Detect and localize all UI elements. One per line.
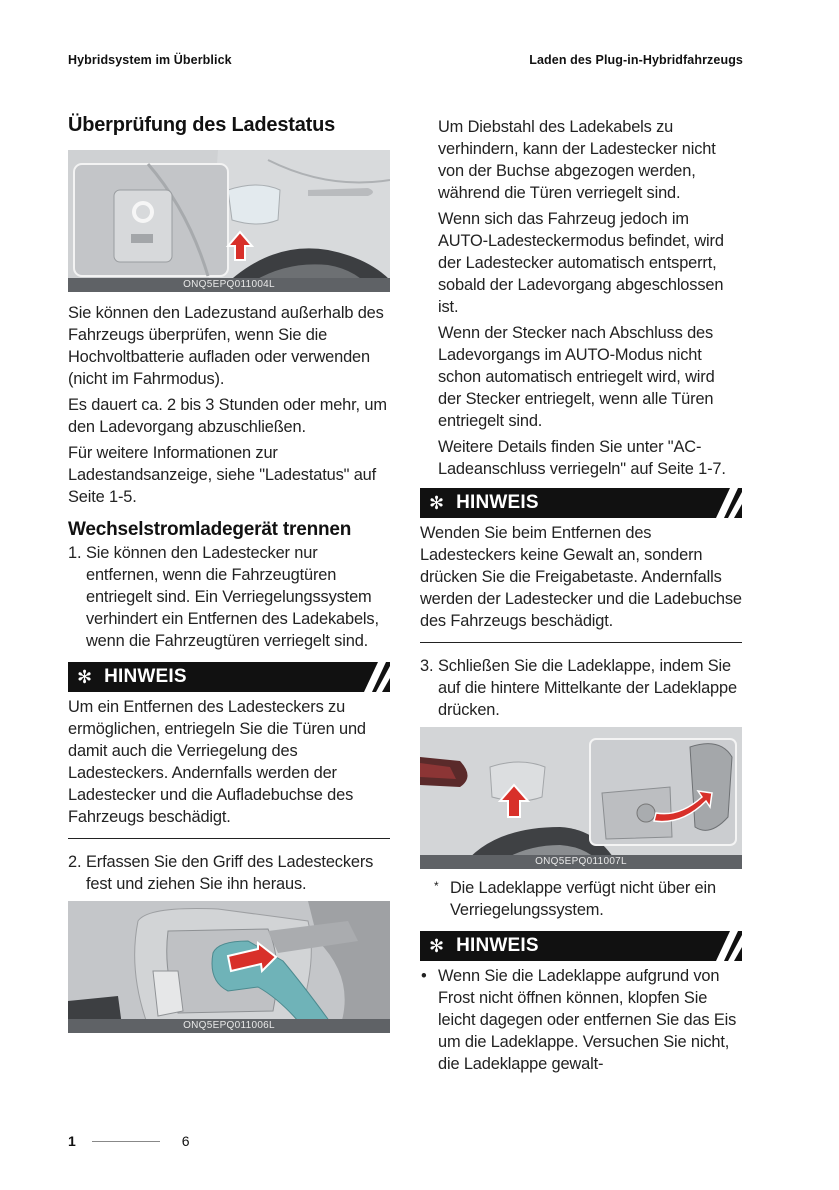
note-title: HINWEIS bbox=[456, 492, 539, 513]
footnote-text: Die Ladeklappe verfügt nicht über ein Verriegelungssystem. bbox=[450, 879, 716, 919]
asterisk-icon: ✻ bbox=[429, 493, 445, 513]
left-column bbox=[68, 112, 390, 1033]
step-text: Sie können den Ladestecker nur entfernen, wenn die Fahrzeugtüren entriegelt sind. Ein Verriegelungssystem verhindert ein Entfernen des Ladekabels, wenn die Fahrzeugtüren verriegelt sind. bbox=[86, 544, 379, 650]
step-list bbox=[68, 851, 390, 895]
paragraph: Wenn der Stecker nach Abschluss des Ladevorgangs im AUTO-Modus nicht schon automatisch entriegelt wird, wird der Stecker entriegelt, wenn alle Türen entriegelt sind. bbox=[438, 324, 715, 430]
note-title: HINWEIS bbox=[104, 666, 187, 687]
figure-charging-status bbox=[68, 150, 390, 292]
close-charge-flap-illustration bbox=[420, 727, 742, 869]
section-title-charging-status: Überprüfung des Ladestatus bbox=[68, 114, 336, 136]
note-box bbox=[68, 662, 390, 839]
note-box bbox=[420, 488, 742, 643]
note-header bbox=[68, 662, 390, 692]
page-footer bbox=[68, 1133, 190, 1149]
asterisk-icon: ✻ bbox=[77, 667, 93, 687]
double-slash-decoration-icon bbox=[694, 931, 742, 961]
paragraph: Weitere Details finden Sie unter "AC-Ladeanschluss verriegeln" auf Seite 1-7. bbox=[438, 438, 726, 478]
divider bbox=[68, 838, 390, 839]
figure-caption: ONQ5EPQ011004L bbox=[68, 278, 390, 292]
step-number: 1. bbox=[68, 544, 82, 562]
step-item bbox=[420, 655, 742, 721]
divider bbox=[420, 642, 742, 643]
note-text: Wenden Sie beim Entfernen des Ladesteckers keine Gewalt an, sondern drücken Sie die Freigabetaste. Andernfalls werden der Ladestecker und die Ladebuchse des Fahrzeugs beschädigt. bbox=[420, 524, 742, 630]
step-text: Schließen Sie die Ladeklappe, indem Sie auf die hintere Mittelkante der Ladeklappe drücken. bbox=[438, 657, 737, 719]
note-text: Um ein Entfernen des Ladesteckers zu ermöglichen, entriegeln Sie die Türen und damit auch die Verriegelung des Ladesteckers. Andernfalls werden der Ladestecker und die Aufladebuchse des Fahrzeugs beschädigt. bbox=[68, 698, 366, 826]
paragraph: Es dauert ca. 2 bis 3 Stunden oder mehr, um den Ladevorgang abzuschließen. bbox=[68, 396, 387, 436]
footnote-mark: * bbox=[434, 879, 439, 893]
car-charge-port-illustration bbox=[68, 150, 390, 292]
step-list bbox=[68, 542, 390, 652]
step-text: Erfassen Sie den Griff des Ladesteckers fest und ziehen Sie ihn heraus. bbox=[86, 853, 374, 893]
bullet-item bbox=[420, 965, 742, 1075]
right-column bbox=[420, 112, 742, 1075]
step-number: 2. bbox=[68, 853, 82, 871]
running-header-right: Laden des Plug-in-Hybridfahrzeugs bbox=[529, 53, 743, 67]
step-number: 3. bbox=[420, 657, 434, 675]
paragraph: Um Diebstahl des Ladekabels zu verhindern, kann der Ladestecker nicht von der Buchse abgezogen werden, während die Türen verriegelt sind. bbox=[438, 118, 716, 202]
chapter-number: 1 bbox=[68, 1133, 76, 1149]
double-slash-decoration-icon bbox=[694, 488, 742, 518]
figure-unplug-connector bbox=[68, 901, 390, 1033]
bullet-icon: • bbox=[421, 967, 427, 985]
page-number: 6 bbox=[181, 1133, 190, 1149]
figure-close-charge-flap bbox=[420, 727, 742, 869]
step-item bbox=[68, 542, 390, 652]
asterisk-icon: ✻ bbox=[429, 936, 445, 956]
footer-divider bbox=[92, 1141, 160, 1142]
step-item bbox=[68, 851, 390, 895]
footnote bbox=[420, 877, 742, 921]
note-bullet-list bbox=[420, 965, 742, 1075]
note-header bbox=[420, 488, 742, 518]
running-header-left: Hybridsystem im Überblick bbox=[68, 53, 232, 67]
figure-caption: ONQ5EPQ011006L bbox=[68, 1019, 390, 1033]
bullet-text: Wenn Sie die Ladeklappe aufgrund von Frost nicht öffnen können, klopfen Sie leicht dagegen oder entfernen Sie das Eis um die Ladeklappe. Versuchen Sie nicht, die Ladeklappe gewalt- bbox=[438, 967, 737, 1073]
paragraph: Für weitere Informationen zur Ladestandsanzeige, siehe "Ladestatus" auf Seite 1-5. bbox=[68, 444, 377, 506]
note-header bbox=[420, 931, 742, 961]
paragraph: Wenn sich das Fahrzeug jedoch im AUTO-Ladesteckermodus befindet, wird der Ladestecker automatisch entsperrt, sobald der Ladevorgang abgeschlossen ist. bbox=[438, 210, 724, 316]
note-title: HINWEIS bbox=[456, 935, 539, 956]
figure-caption: ONQ5EPQ011007L bbox=[420, 855, 742, 869]
note-box bbox=[420, 931, 742, 1075]
unplug-connector-illustration bbox=[68, 901, 390, 1033]
step-list bbox=[420, 655, 742, 721]
paragraph: Sie können den Ladezustand außerhalb des Fahrzeugs überprüfen, wenn Sie die Hochvoltbatterie aufladen oder verwenden (nicht im Fahrmodus). bbox=[68, 304, 384, 388]
double-slash-decoration-icon bbox=[342, 662, 390, 692]
section-title-disconnect-ac-charger: Wechselstromladegerät trennen bbox=[68, 519, 352, 540]
